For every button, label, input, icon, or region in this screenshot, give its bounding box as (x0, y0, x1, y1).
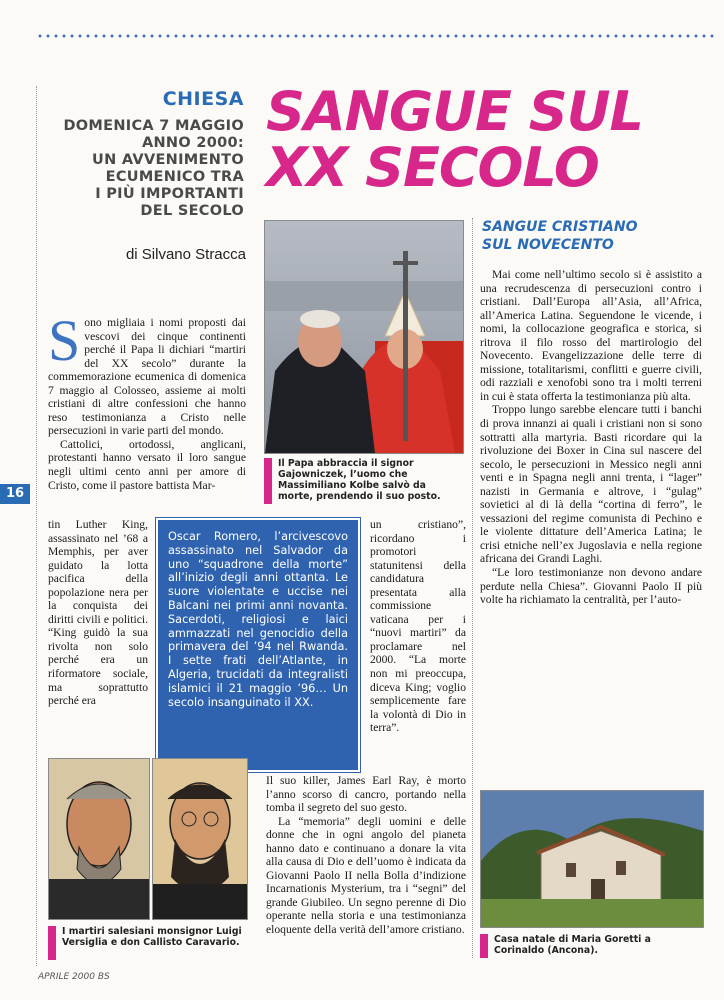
martyrs-caption: I martiri salesiani monsignor Luigi Versiglia e don Callisto Caravario. (48, 926, 248, 960)
section-heading: SANGUE CRISTIANO SUL NOVECENTO (482, 219, 638, 253)
caption-marker (48, 926, 56, 960)
martyr-portrait-caravario (152, 758, 248, 920)
headline: SANGUE SUL XX SECOLO (266, 80, 643, 199)
article-column-1: Sono migliaia i nomi proposti dai vescovi dei cinque continenti perché il Papa li dichiari “martiri del XX secolo” durante la commemorazione ecumenica di domenica 7 maggio al Colosseo, assieme ai molti cristiani di altre confessioni che hanno reso testimonianza a Cristo nelle persecuzioni in varie parti del mondo. Cattolici, ortodossi, anglicani, protestanti hanno versato il loro sangue negli ultimi cento anni per amore di Cristo, come il pastore battista Mar- (48, 308, 246, 492)
article-column-2: Il suo killer, James Earl Ray, è morto l’anno scorso di cancro, portando nella tomba il segreto del suo gesto. La “memoria” degli uomini e delle donne che in ogni angolo del pianeta hanno dato e continuano a donare la vita alla causa di Dio e dell’uomo è indicata da Giovanni Paolo II nella Bolla d’indizione Incarnationis Mysterium, tra i “segni” del grande Giubileo. Un segno perenne di Dio operante nella storia e una testimonianza eloquente della verità dell’amore cristiano. (266, 774, 466, 937)
page-number: 16 (0, 484, 30, 504)
column-divider (472, 218, 473, 958)
subheadline: DOMENICA 7 MAGGIO ANNO 2000: UN AVVENIMENTO ECUMENICO TRA I PIÙ IMPORTANTI DEL SECOLO (63, 118, 244, 219)
pope-photo (264, 220, 464, 454)
pope-caption: Il Papa abbraccia il signor Gajowniczek, l’uomo che Massimiliano Kolbe salvò da morte, prendendo il suo posto. (264, 458, 462, 504)
article-column-1-narrow: tin Luther King, assassinato nel ’68 a Memphis, per aver guidato la lotta pacifica della popolazione nera per la conquista dei diritti civili e politici. “King guidò la sua rivolta non solo perché era un riformatore sociale, ma soprattutto perché era (48, 518, 148, 708)
pull-quote: Oscar Romero, l’arcivescovo assassinato nel Salvador da uno “squadrone della morte” all’inizio degli anni ottanta. Le suore violentate e uccise nei Balcani nei primi anni novanta. Sacerdoti, religiosi e laici ammazzati nel genocidio della primavera del ’94 nel Rwanda. I sette frati dell’Atlante, in Algeria, trucidati da integralisti islamici il 21 maggio ’96… Un secolo insanguinato il XX. (156, 518, 360, 772)
section-kicker: CHIESA (162, 88, 244, 110)
caption-marker (264, 458, 272, 504)
left-dotted-rule (36, 86, 37, 966)
goretti-house-photo (480, 790, 704, 928)
page-footer: APRILE 2000 BS (38, 972, 110, 982)
article-column-3: Mai come nell’ultimo secolo si è assistito a una recrudescenza di persecuzioni contro i cristiani. Dall’Europa all’Asia, all’Africa, all’America Latina. Seguendone le vicende, i nomi, la collocazione geografica e storica, si ritrova il filo rosso del martirologio del Novecento. Evangelizzazione delle terre di missione, totalitarismi, conflitti e guerre civili, odi razziali e xenofobi sono tra i molti terreni in cui è stata offerta la testimonianza più alta. Troppo lungo sarebbe elencare tutti i banchi di prova innanzi ai quali i cristiani non si sono sottratti alla martyria. Basti ricordare qui la rivoluzione dei Boxer in Cina sul nascere del secolo, le persecuzioni in Messico negli anni venti e in Spagna negli anni trenta, i “lager” nazisti in Germania e altrove, i “gulag” sovietici al di là della “cortina di ferro”, le vessazioni del regime comunista di Pechino e le violente dittature dell’America Latina; le crisi etniche nell’ex Jugoslavia e nella regione africana dei Grandi Laghi. “Le loro testimonianze non devono andare perdute nella Chiesa”. Giovanni Paolo II più volte ha richiamato la centralità, per l’auto- (480, 268, 702, 607)
article-column-2-narrow: un cristiano”, ricordano i promotori statunitensi della candidatura presentata alla commissione vaticana per i “nuovi martiri” da proclamare nel 2000. “La morte non mi preoccupa, diceva King; voglio semplicemente fare la volontà di Dio in terra”. (370, 518, 466, 735)
house-caption: Casa natale di Maria Goretti a Corinaldo (Ancona). (480, 934, 702, 958)
byline: di Silvano Stracca (125, 246, 246, 263)
drop-cap: S (48, 308, 81, 373)
caption-marker (480, 934, 488, 958)
martyr-portrait-versiglia (48, 758, 150, 920)
top-dotted-rule (36, 34, 716, 38)
